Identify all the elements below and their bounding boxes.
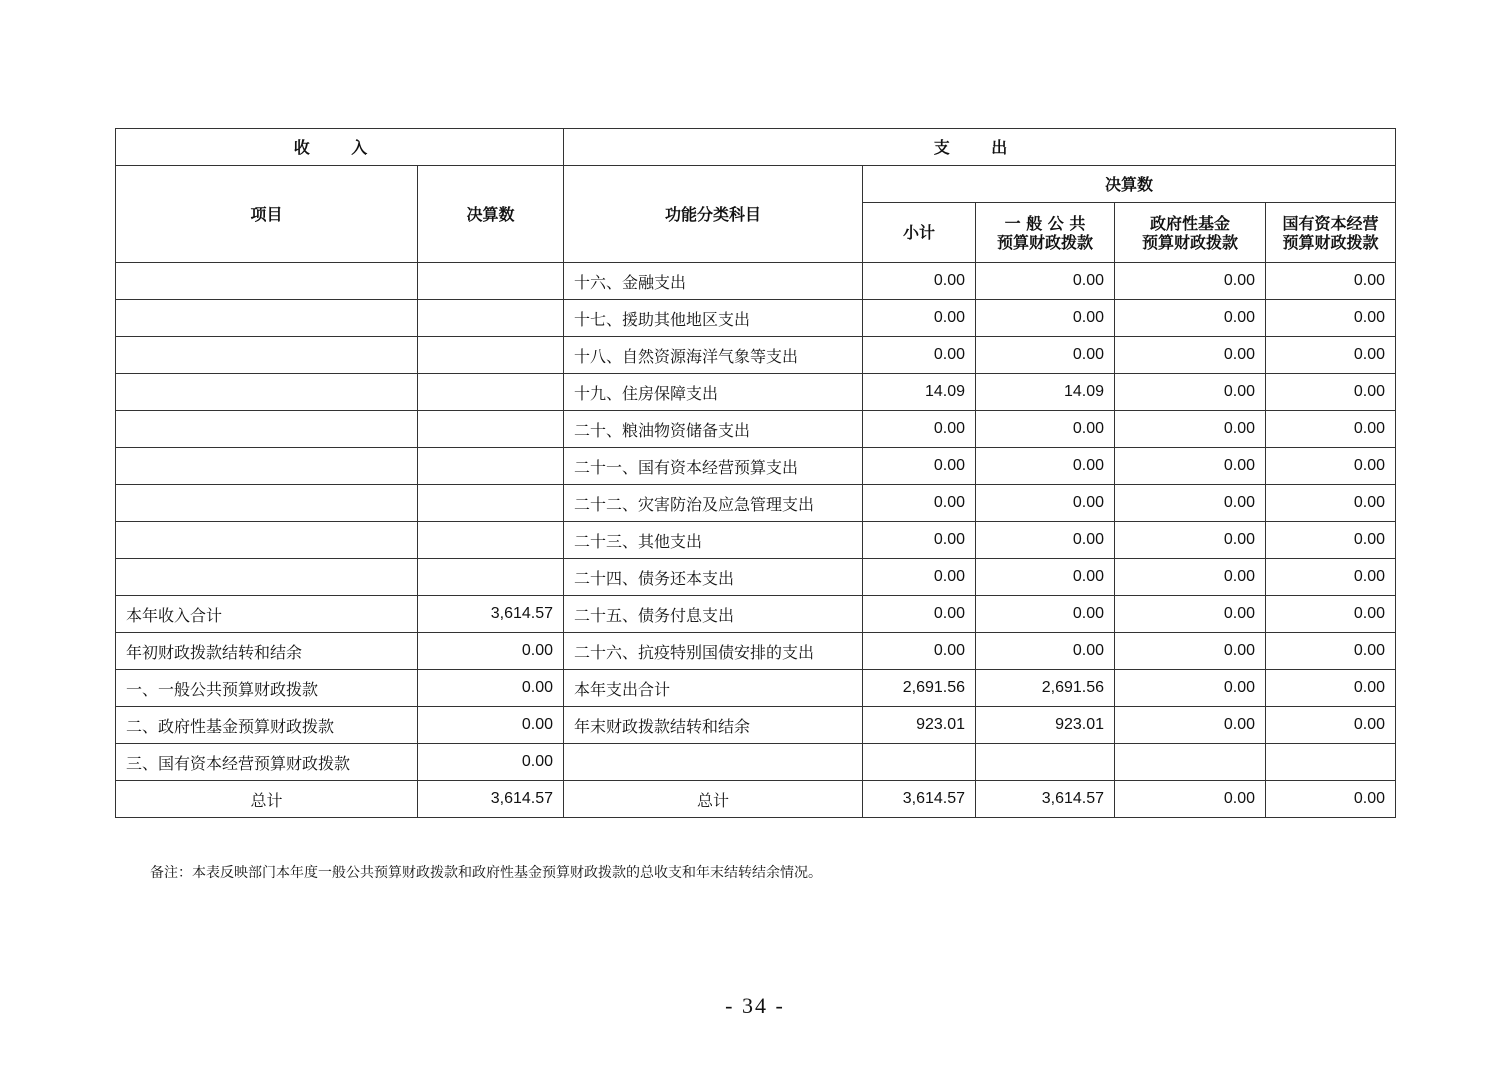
- general-budget-cell: 0.00: [976, 411, 1115, 448]
- function-category-cell: 二十二、灾害防治及应急管理支出: [564, 485, 863, 522]
- func-header: 功能分类科目: [564, 166, 863, 263]
- income-item-cell: [116, 263, 418, 300]
- income-value-cell: [418, 411, 564, 448]
- function-category-cell: 二十、粮油物资储备支出: [564, 411, 863, 448]
- income-item-cell: [116, 411, 418, 448]
- general-budget-cell: 14.09: [976, 374, 1115, 411]
- income-item-cell: [116, 300, 418, 337]
- income-item-cell: [116, 522, 418, 559]
- function-category-cell: 年末财政拨款结转和结余: [564, 707, 863, 744]
- income-item-cell: [116, 374, 418, 411]
- subtotal-cell: [863, 744, 976, 781]
- footnote: 备注：本表反映部门本年度一般公共预算财政拨款和政府性基金预算财政拨款的总收支和年末结转结余情况。: [150, 865, 822, 881]
- income-header: 收 入: [116, 129, 564, 166]
- general-budget-cell: 0.00: [976, 596, 1115, 633]
- gov-fund-header: 政府性基金 预算财政拨款: [1115, 203, 1266, 263]
- general-budget-cell: 923.01: [976, 707, 1115, 744]
- state-capital-cell: 0.00: [1266, 337, 1396, 374]
- subtotal-cell: 0.00: [863, 300, 976, 337]
- state-capital-cell: 0.00: [1266, 596, 1396, 633]
- income-total-value: 3,614.57: [418, 781, 564, 818]
- subtotal-header: 小计: [863, 203, 976, 263]
- income-item-cell: 二、政府性基金预算财政拨款: [116, 707, 418, 744]
- income-value-cell: [418, 448, 564, 485]
- state-capital-cell: [1266, 744, 1396, 781]
- function-category-cell: 二十五、债务付息支出: [564, 596, 863, 633]
- income-value-cell: [418, 559, 564, 596]
- table-row: [116, 337, 1396, 374]
- subtotal-cell: 0.00: [863, 596, 976, 633]
- income-value-cell: 0.00: [418, 633, 564, 670]
- item-header: 项目: [116, 166, 418, 263]
- table-body: [116, 263, 1396, 818]
- table-row: [116, 448, 1396, 485]
- function-category-cell: 二十一、国有资本经营预算支出: [564, 448, 863, 485]
- function-category-cell: 十六、金融支出: [564, 263, 863, 300]
- subtotal-cell: 0.00: [863, 522, 976, 559]
- general-budget-cell: 0.00: [976, 633, 1115, 670]
- general-budget-cell: 0.00: [976, 300, 1115, 337]
- income-item-cell: [116, 485, 418, 522]
- fiscal-budget-table: [115, 128, 1396, 818]
- income-value-cell: [418, 374, 564, 411]
- table-row: [116, 485, 1396, 522]
- expense-header: 支 出: [564, 129, 1396, 166]
- table-row: [116, 744, 1396, 781]
- table-row: [116, 670, 1396, 707]
- state-capital-cell: 0.00: [1266, 485, 1396, 522]
- function-category-cell: 二十六、抗疫特别国债安排的支出: [564, 633, 863, 670]
- general-budget-cell: 0.00: [976, 522, 1115, 559]
- income-value-cell: [418, 300, 564, 337]
- table-row: [116, 707, 1396, 744]
- gov-fund-cell: 0.00: [1115, 670, 1266, 707]
- table-row: [116, 411, 1396, 448]
- gov-fund-total: 0.00: [1115, 781, 1266, 818]
- subtotal-cell: 0.00: [863, 633, 976, 670]
- income-value-cell: 0.00: [418, 670, 564, 707]
- settle-group-header: 决算数: [863, 166, 1396, 203]
- state-capital-total: 0.00: [1266, 781, 1396, 818]
- page-number: - 34 -: [725, 993, 785, 1018]
- expense-total-label: 总计: [564, 781, 863, 818]
- state-capital-cell: 0.00: [1266, 411, 1396, 448]
- table-row: [116, 633, 1396, 670]
- gov-fund-cell: 0.00: [1115, 633, 1266, 670]
- income-item-cell: [116, 337, 418, 374]
- state-capital-header: 国有资本经营 预算财政拨款: [1266, 203, 1396, 263]
- gov-fund-cell: 0.00: [1115, 596, 1266, 633]
- subtotal-cell: 0.00: [863, 263, 976, 300]
- gov-fund-cell: 0.00: [1115, 374, 1266, 411]
- general-budget-header: 一 般 公 共 预算财政拨款: [976, 203, 1115, 263]
- general-budget-cell: 0.00: [976, 448, 1115, 485]
- income-value-cell: 0.00: [418, 707, 564, 744]
- state-capital-cell: 0.00: [1266, 522, 1396, 559]
- table-row: [116, 263, 1396, 300]
- state-capital-cell: 0.00: [1266, 559, 1396, 596]
- general-budget-total: 3,614.57: [976, 781, 1115, 818]
- subtotal-cell: 923.01: [863, 707, 976, 744]
- function-category-cell: 十九、住房保障支出: [564, 374, 863, 411]
- general-budget-cell: 2,691.56: [976, 670, 1115, 707]
- table-row: [116, 559, 1396, 596]
- gov-fund-cell: 0.00: [1115, 263, 1266, 300]
- gov-fund-cell: 0.00: [1115, 559, 1266, 596]
- table-row: [116, 522, 1396, 559]
- gov-fund-cell: 0.00: [1115, 411, 1266, 448]
- table-row: [116, 300, 1396, 337]
- income-value-cell: 0.00: [418, 744, 564, 781]
- state-capital-cell: 0.00: [1266, 263, 1396, 300]
- income-item-cell: 本年收入合计: [116, 596, 418, 633]
- function-category-cell: 十七、援助其他地区支出: [564, 300, 863, 337]
- gov-fund-cell: 0.00: [1115, 522, 1266, 559]
- income-total-label: 总计: [116, 781, 418, 818]
- state-capital-cell: 0.00: [1266, 707, 1396, 744]
- income-value-cell: [418, 522, 564, 559]
- subtotal-cell: 0.00: [863, 337, 976, 374]
- gov-fund-cell: 0.00: [1115, 448, 1266, 485]
- gov-fund-cell: 0.00: [1115, 485, 1266, 522]
- income-item-cell: [116, 448, 418, 485]
- income-item-cell: [116, 559, 418, 596]
- income-value-cell: [418, 337, 564, 374]
- general-budget-cell: [976, 744, 1115, 781]
- subtotal-total: 3,614.57: [863, 781, 976, 818]
- function-category-cell: 十八、自然资源海洋气象等支出: [564, 337, 863, 374]
- income-item-cell: 年初财政拨款结转和结余: [116, 633, 418, 670]
- general-budget-cell: 0.00: [976, 485, 1115, 522]
- subtotal-cell: 0.00: [863, 485, 976, 522]
- state-capital-cell: 0.00: [1266, 670, 1396, 707]
- income-item-cell: 一、一般公共预算财政拨款: [116, 670, 418, 707]
- gov-fund-cell: 0.00: [1115, 337, 1266, 374]
- income-value-cell: [418, 485, 564, 522]
- state-capital-cell: 0.00: [1266, 633, 1396, 670]
- function-category-cell: 二十四、债务还本支出: [564, 559, 863, 596]
- general-budget-cell: 0.00: [976, 337, 1115, 374]
- subtotal-cell: 0.00: [863, 448, 976, 485]
- income-value-cell: 3,614.57: [418, 596, 564, 633]
- income-value-cell: [418, 263, 564, 300]
- subtotal-cell: 2,691.56: [863, 670, 976, 707]
- gov-fund-cell: 0.00: [1115, 707, 1266, 744]
- total-row: [116, 781, 1396, 818]
- function-category-cell: 本年支出合计: [564, 670, 863, 707]
- gov-fund-cell: [1115, 744, 1266, 781]
- general-budget-cell: 0.00: [976, 263, 1115, 300]
- function-category-cell: [564, 744, 863, 781]
- subtotal-cell: 0.00: [863, 559, 976, 596]
- settle-header: 决算数: [418, 166, 564, 263]
- general-budget-cell: 0.00: [976, 559, 1115, 596]
- function-category-cell: 二十三、其他支出: [564, 522, 863, 559]
- table-row: [116, 374, 1396, 411]
- table-row: [116, 596, 1396, 633]
- gov-fund-cell: 0.00: [1115, 300, 1266, 337]
- subtotal-cell: 0.00: [863, 411, 976, 448]
- state-capital-cell: 0.00: [1266, 448, 1396, 485]
- income-item-cell: 三、国有资本经营预算财政拨款: [116, 744, 418, 781]
- subtotal-cell: 14.09: [863, 374, 976, 411]
- state-capital-cell: 0.00: [1266, 374, 1396, 411]
- state-capital-cell: 0.00: [1266, 300, 1396, 337]
